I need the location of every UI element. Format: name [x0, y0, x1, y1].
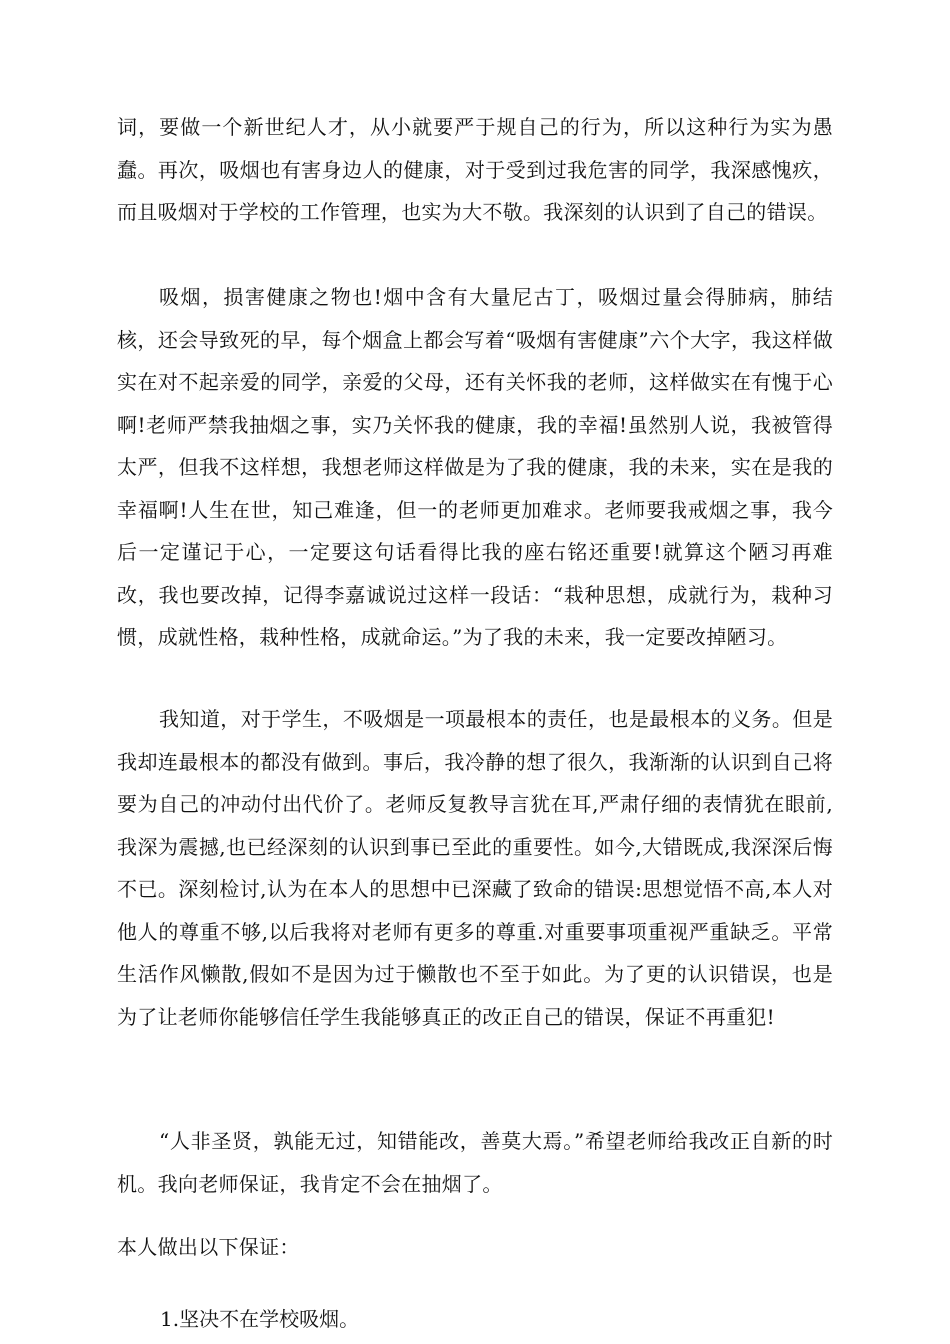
paragraph-smoking-harm: 吸烟，损害健康之物也!烟中含有大量尼古丁，吸烟过量会得肺病，肺结核，还会导致死的早，每个烟盒上都会写着“吸烟有害健康”六个大字，我这样做实在对不起亲爱的同学，亲爱的父母，还有关怀我的老师，这样做实在有愧于心啊!老师严禁我抽烟之事，实乃关怀我的健康，我的幸福!虽然别人说，我被管得太严，但我不这样想，我想老师这样做是为了我的健康，我的未来，实在是我的幸福啊!人生在世，知己难逢，但一的老师更加难求。老师要我戒烟之事，我今后一定谨记于心，一定要这句话看得比我的座右铭还重要!就算这个陋习再难改，我也要改掉，记得李嘉诚说过这样一段话：“栽种思想，成就行为，栽种习惯，成就性格，栽种性格，成就命运。”为了我的未来，我一定要改掉陋习。 [117, 285, 833, 649]
paragraph-guarantee-intro: 本人做出以下保证： [117, 1235, 300, 1259]
list-item: 1.坚决不在学校吸烟。 [160, 1307, 360, 1331]
paragraph-quote-promise: “人非圣贤，孰能无过，知错能改，善莫大焉。”希望老师给我改正自新的时机。我向老师保证，我肯定不会在抽烟了。 [117, 1129, 833, 1196]
paragraph-continuation: 词，要做一个新世纪人才，从小就要严于规自己的行为，所以这种行为实为愚蠢。再次，吸烟也有害身边人的健康，对于受到过我危害的同学，我深感愧疚，而且吸烟对于学校的工作管理，也实为大不敬。我深刻的认识到了自己的错误。 [117, 115, 833, 224]
paragraph-responsibility: 我知道，对于学生，不吸烟是一项最根本的责任，也是最根本的义务。但是我却连最根本的都没有做到。事后，我冷静的想了很久，我渐渐的认识到自己将要为自己的冲动付出代价了。老师反复教导言犹在耳,严肃仔细的表情犹在眼前,我深为震撼,也已经深刻的认识到事已至此的重要性。如今,大错既成,我深深后悔不已。深刻检讨,认为在本人的思想中已深藏了致命的错误:思想觉悟不高,本人对他人的尊重不够,以后我将对老师有更多的尊重.对重要事项重视严重缺乏。平常生活作风懒散,假如不是因为过于懒散也不至于如此。为了更的认识错误，也是为了让老师你能够信任学生我能够真正的改正自己的错误，保证不再重犯! [117, 707, 833, 1029]
